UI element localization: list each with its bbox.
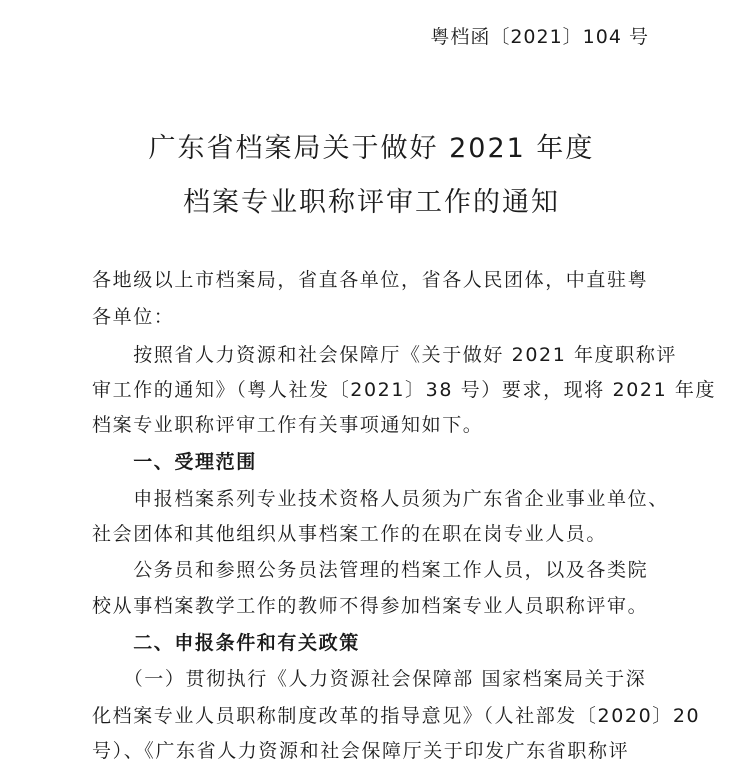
paragraph-line: 公务员和参照公务员法管理的档案工作人员，以及各类院: [92, 559, 649, 581]
addressee-line: 各单位：: [92, 306, 175, 328]
paragraph-line: 档案专业职称评审工作有关事项通知如下。: [92, 414, 484, 436]
document-title-line-2: 档案专业职称评审工作的通知: [183, 187, 560, 218]
document-number: 粤档函〔2021〕104 号: [430, 26, 649, 48]
paragraph-line: （一）贯彻执行《人力资源社会保障部 国家档案局关于深: [92, 668, 647, 690]
paragraph-line: 社会团体和其他组织从事档案工作的在职在岗专业人员。: [92, 523, 608, 545]
paragraph-line: 申报档案系列专业技术资格人员须为广东省企业事业单位、: [92, 488, 669, 510]
paragraph-line: 审工作的通知》（粤人社发〔2021〕38 号）要求，现将 2021 年度: [92, 379, 717, 401]
section-heading: 一、受理范围: [92, 451, 257, 473]
paragraph-line: 校从事档案教学工作的教师不得参加档案专业人员职称评审。: [92, 595, 649, 617]
section-heading: 二、申报条件和有关政策: [92, 632, 360, 654]
document-title-line-1: 广东省档案局关于做好 2021 年度: [148, 133, 595, 164]
paragraph-line: 按照省人力资源和社会保障厅《关于做好 2021 年度职称评: [92, 344, 678, 366]
addressee-line: 各地级以上市档案局，省直各单位，省各人民团体，中直驻粤: [92, 269, 649, 291]
paragraph-line: 化档案专业人员职称制度改革的指导意见》（人社部发〔2020〕20: [92, 705, 701, 727]
paragraph-line: 号）、《广东省人力资源和社会保障厅关于印发广东省职称评: [92, 740, 630, 762]
